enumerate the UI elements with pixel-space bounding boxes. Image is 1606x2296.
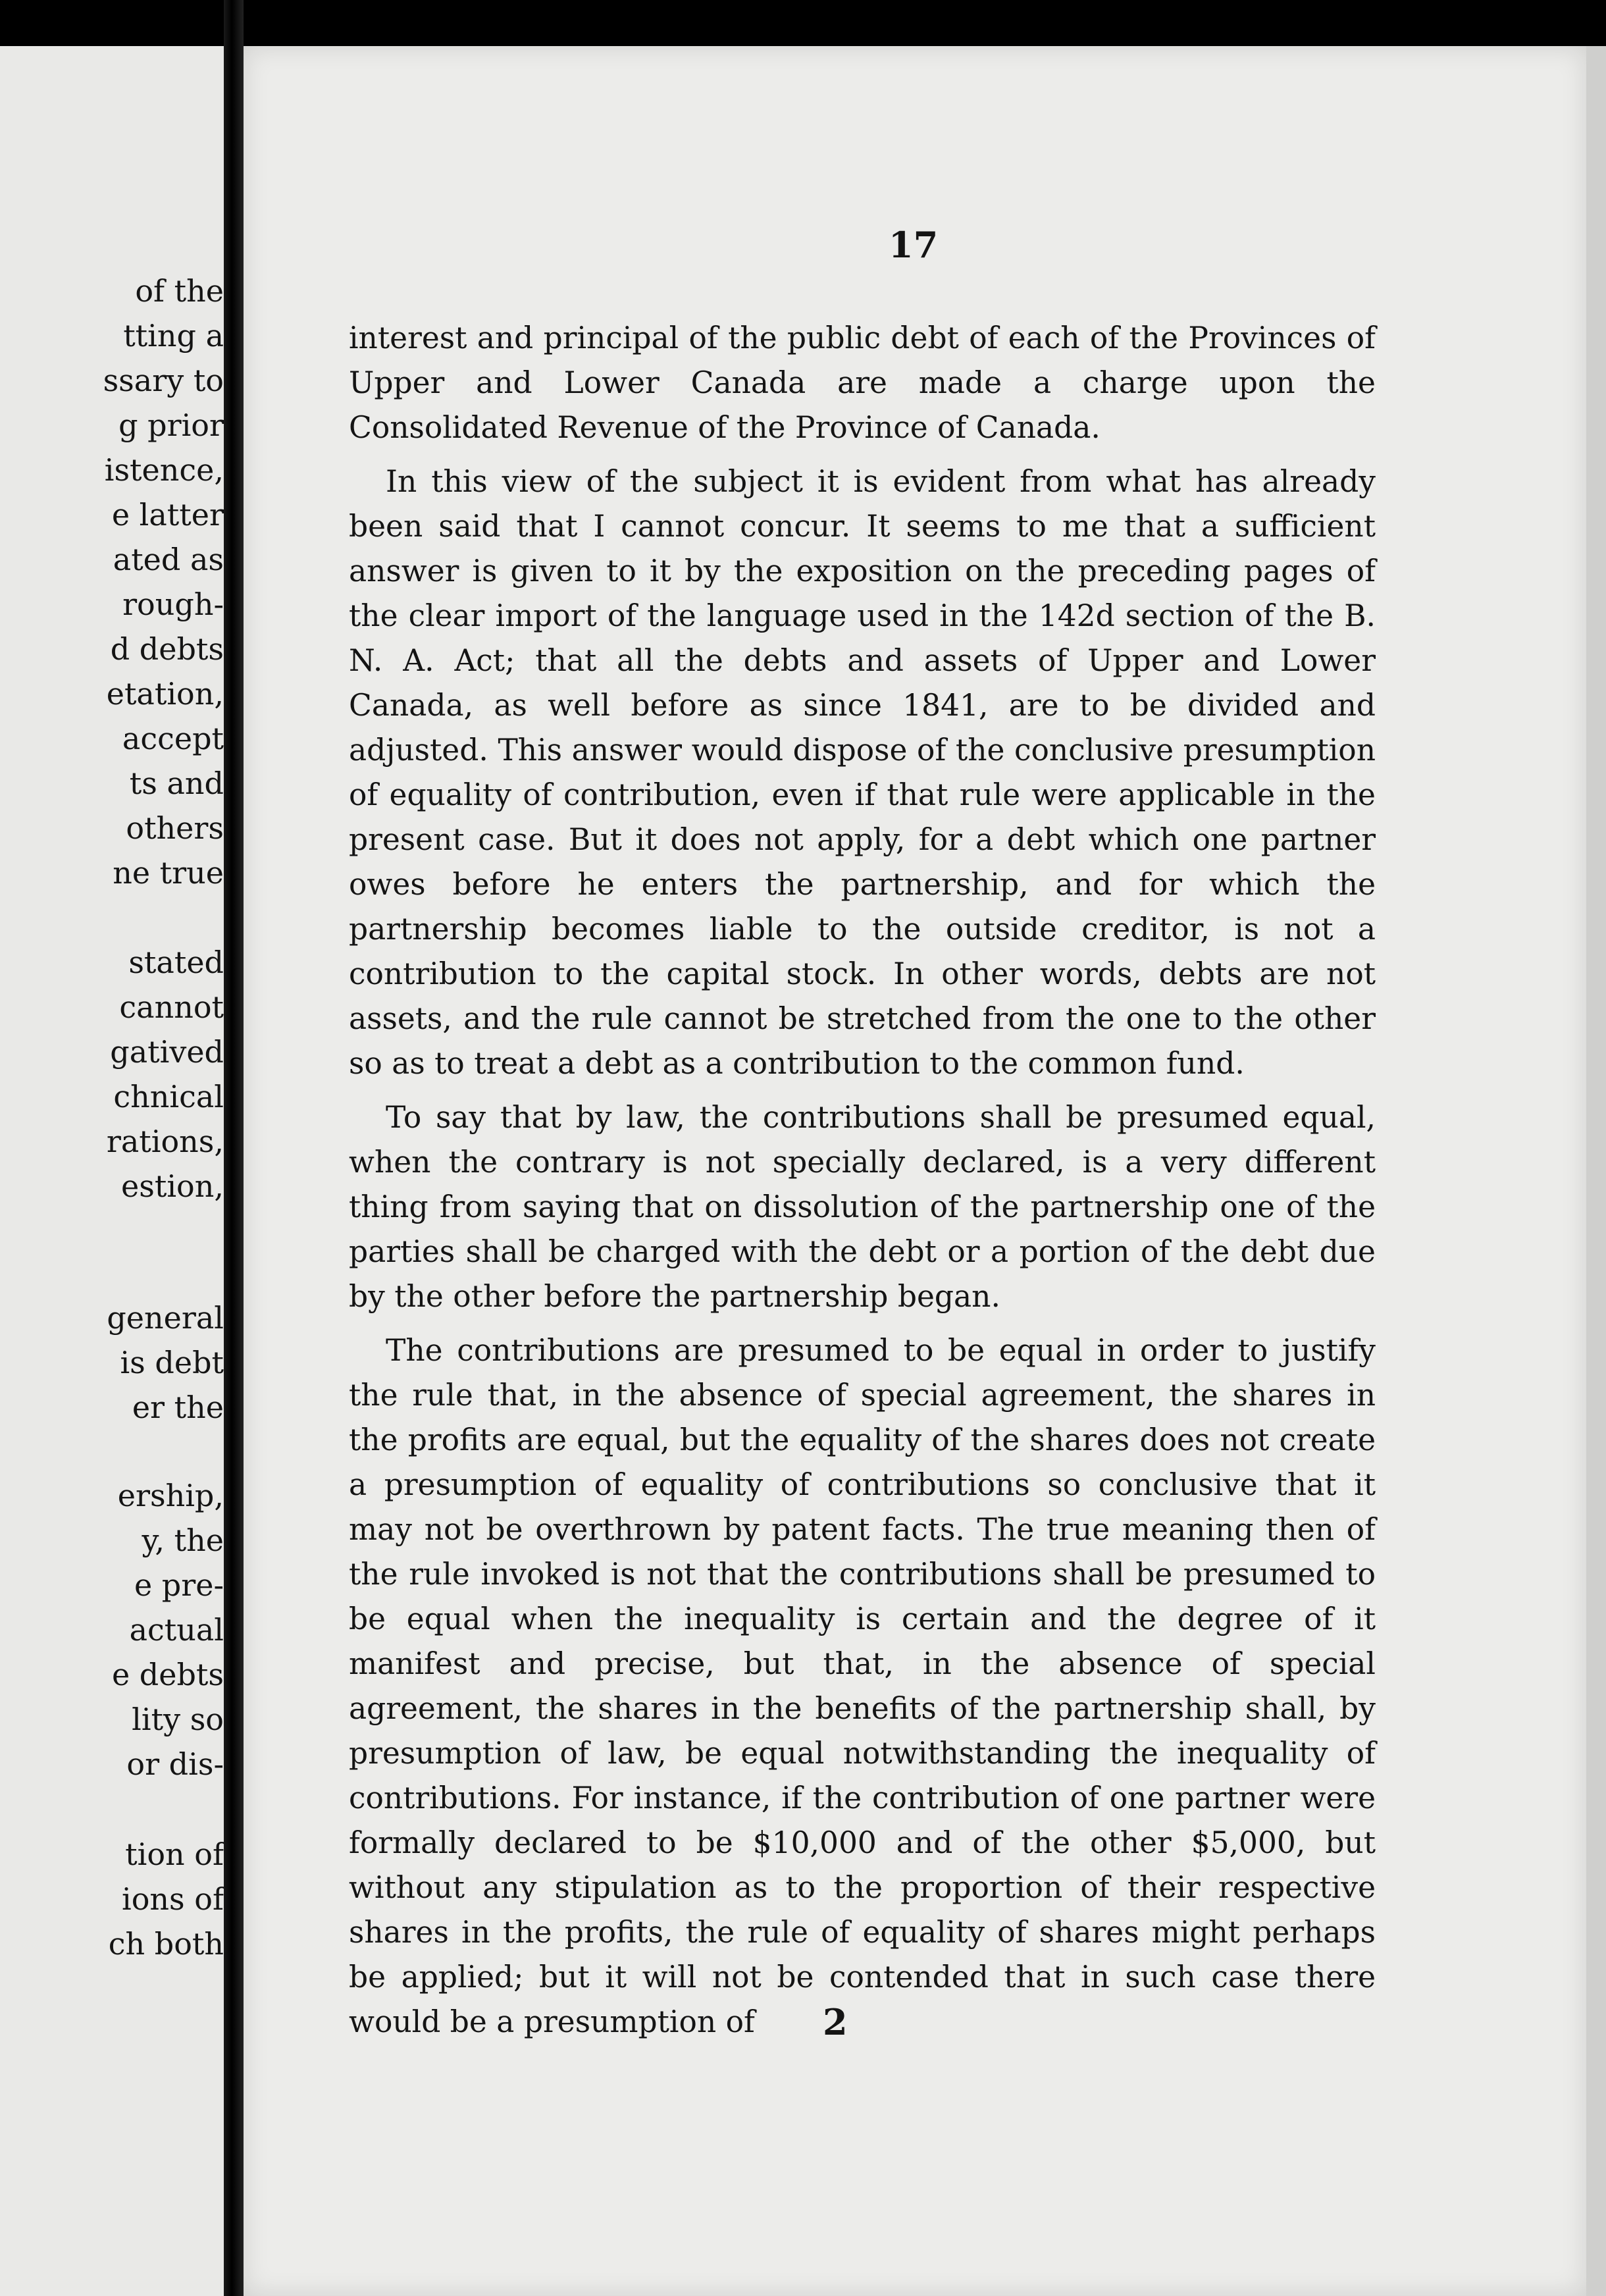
left-fragment: or dis- — [126, 1746, 224, 1782]
left-fragment: rations, — [106, 1124, 224, 1159]
left-fragment: tion of — [125, 1837, 224, 1872]
left-fragment: ch both — [108, 1926, 224, 1962]
left-fragment: gatived — [110, 1034, 224, 1070]
book-gutter — [224, 0, 244, 2296]
left-fragment: etation, — [106, 676, 224, 712]
left-fragment: stated — [128, 945, 224, 980]
paragraph: interest and principal of the public debt of each of the Provinces of Upper and Lower Canada are made a charge upon the Consolidated Revenue of the Province of Canada. — [349, 321, 1376, 445]
left-fragment: ts and — [129, 766, 224, 801]
left-fragment: y, the — [142, 1523, 224, 1558]
signature-mark: 2 — [823, 2001, 848, 2043]
left-fragment: others — [126, 810, 224, 846]
left-fragment: d debts — [110, 631, 224, 667]
left-facing-page — [0, 46, 224, 2296]
left-fragment: chnical — [113, 1079, 224, 1114]
left-fragment: g prior — [118, 407, 224, 443]
left-fragment: accept — [122, 721, 224, 756]
paragraph: The contributions are presumed to be equal in order to justify the rule that, in the absence of special agreement, the shares in the profits are equal, but the equality of the shares does not create a presumption of equality of contributions so conclusive that it may not be overthrown by patent facts. The true meaning then of the rule invoked is not that the contributions shall be presumed to be equal when the inequality is certain and the degree of it manifest and precise, but that, in the absence of special agreement, the shares in the benefits of the partnership shall, by presumption of law, be equal notwithstanding the inequality of contributions. For instance, if the contribution of one partner were formally declared to be $10,000 and of the other $5,000, but without any stipulation as to the proportion of their respective shares in the profits, the rule of equality of shares might perhaps be applied; but it will not be contended that in such case there would be a presumption of — [349, 1333, 1376, 2039]
page-edge-right — [1586, 46, 1606, 2296]
left-fragment: of the — [135, 273, 224, 309]
left-fragment: actual — [129, 1612, 224, 1648]
left-fragment: e debts — [111, 1657, 224, 1692]
left-fragment: istence, — [104, 452, 224, 488]
left-fragment: estion, — [121, 1168, 224, 1204]
left-fragment: ated as — [113, 542, 224, 577]
page-number: 17 — [889, 224, 939, 266]
left-fragment: ne true — [113, 855, 224, 891]
left-fragment: lity so — [132, 1702, 224, 1737]
left-fragment: ership, — [117, 1478, 224, 1513]
paragraph: In this view of the subject it is evident from what has already been said that I cannot concur. It seems to me that a sufficient answer is given to it by the exposition on the preceding pages of the clear import of the language used in the 142d section of the B. N. A. Act; that all the debts and assets of Upper and Lower Canada, as well before as since 1841, are to be divided and adjusted. This answer would dispose of the conclusive presumption of equality of contribution, even if that rule were applicable in the present case. But it does not apply, for a debt which one partner owes before he enters the partnership, and for which the partnership becomes liable to the outside creditor, is not a contribution to the capital stock. In other words, debts are not assets, and the rule cannot be stretched from the one to the other so as to treat a debt as a contribution to the common fund. — [349, 464, 1376, 1081]
left-fragment: e latter — [111, 497, 224, 533]
paragraph: To say that by law, the contributions shall be presumed equal, when the contrary is not specially declared, is a very different thing from saying that on dissolution of the partnership one of the parties shall be charged with the debt or a portion of the debt due by the other before the partnership began. — [349, 1100, 1376, 1314]
left-fragment: ssary to — [103, 363, 224, 398]
left-fragment: er the — [132, 1390, 224, 1425]
left-fragment: rough- — [122, 587, 224, 622]
left-fragment: general — [107, 1300, 224, 1336]
left-fragment: e pre- — [134, 1567, 224, 1603]
left-fragment: ions of — [122, 1881, 224, 1917]
left-fragment: is debt — [120, 1345, 224, 1380]
main-page — [244, 46, 1586, 2296]
left-fragment: cannot — [119, 989, 224, 1025]
left-fragment: tting a — [123, 318, 224, 353]
page-body — [349, 316, 1376, 2054]
